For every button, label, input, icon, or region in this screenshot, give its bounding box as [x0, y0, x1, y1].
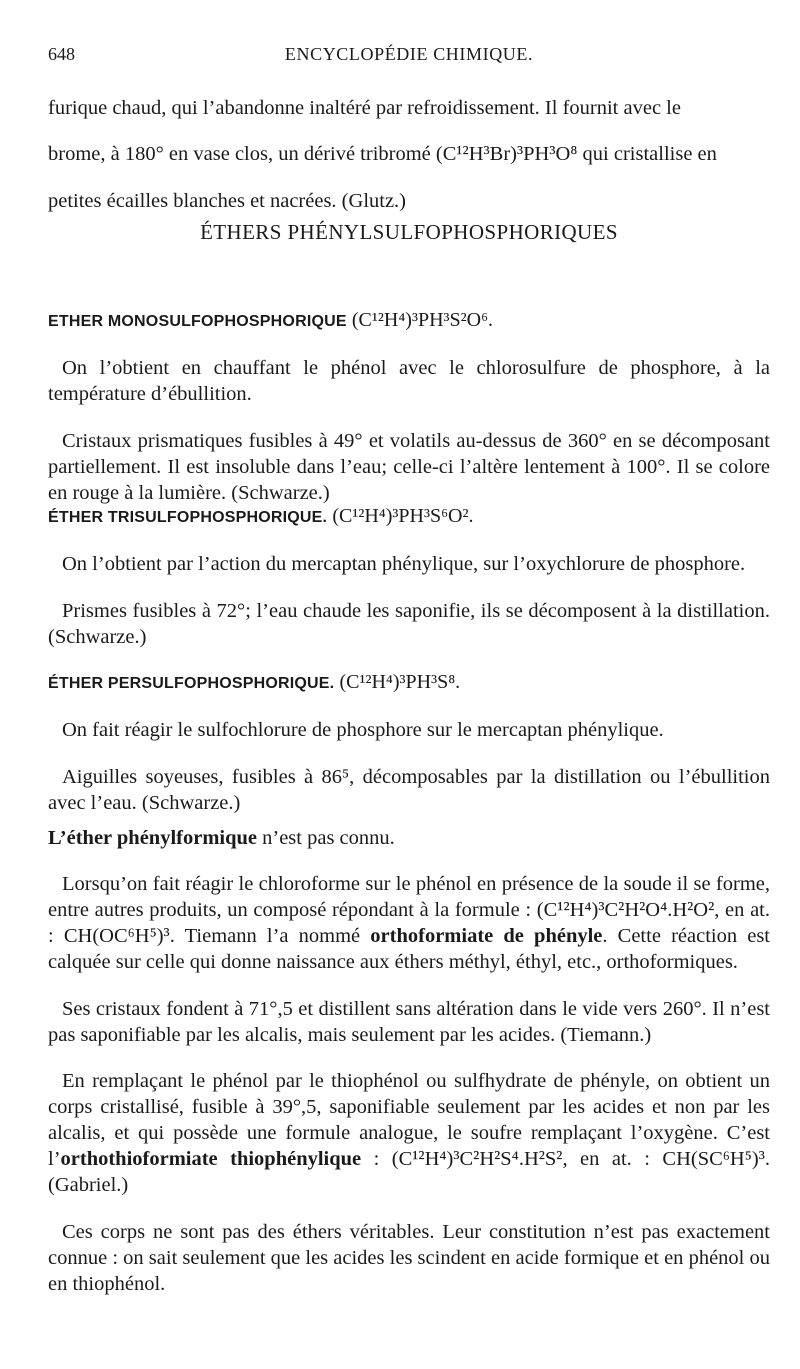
formique-paragraph-1 [48, 871, 770, 975]
ether-formique-lead-rest: n’est pas connu. [257, 826, 395, 849]
formique-paragraph-1-text-a: Lorsqu’on fait réagir le chloroforme sur le phénol en présence de la soude il se forme, entre autres produits, un composé répondant à la formule : (C¹²H⁴)³C²H²O⁴.H²O², en at. : CH(OC⁶H⁵)³. Tiemann l’a nommé [48, 873, 770, 947]
ether-mono-formula: (C¹²H⁴)³PH³S²O⁶. [351, 308, 494, 331]
ether-per-paragraph-2: Aiguilles soyeuses, fusibles à 86⁵, décomposables par la distillation ou l’ébullition avec l’eau. (Schwarze.) [48, 765, 770, 814]
ether-mono-heading: ETHER MONOSULFOPHOSPHORIQUE [48, 312, 347, 330]
page-number: 648 [48, 44, 75, 64]
intro-line-2: brome, à 180° en vase clos, un dérivé tribromé (C¹²H³Br)³PH³O⁸ qui cristallise en [48, 143, 717, 165]
ether-tri-paragraph-1: On l’obtient par l’action du mercaptan phénylique, sur l’oxychlorure de phosphore. [62, 553, 746, 575]
ether-mono-paragraph-2: Cristaux prismatiques fusibles à 49° et volatils au-dessus de 360° en se décomposant partiellement. Il est insoluble dans l’eau; celle-ci l’altère lentement à 100°. Il se colore en rouge à la lumière. (Schwarze.) [48, 429, 770, 504]
orthothioformiate-term: orthothioformiate thiophénylique [60, 1148, 362, 1170]
ether-tri-paragraph-2: Prismes fusibles à 72°; l’eau chaude les saponifie, ils se décomposent à la distillation. (Schwarze.) [48, 599, 770, 648]
formique-paragraph-4: Ces corps ne sont pas des éthers véritables. Leur constitution n’est pas exactement connue : on sait seulement que les acides les scindent en acide formique et en phénol ou en thiophénol. [48, 1220, 770, 1295]
ether-formique-section [48, 804, 770, 1317]
formique-paragraph-2: Ses cristaux fondent à 71°,5 et distillent sans altération dans le vide vers 260°. Il n’est pas saponifiable par les alcalis, mais seulement par les acides. (Tiemann.) [48, 997, 770, 1046]
section-title: ÉTHERS PHÉNYLSULFOPHOSPHORIQUES [200, 220, 618, 244]
formique-paragraph-3-text-b: : (C¹²H⁴)³C²H²S⁴.H²S², en at. : CH(SC⁶H⁵)³. (Gabriel.) [48, 1148, 770, 1196]
ether-tri-heading: ÉTHER TRISULFOPHOSPHORIQUE. [48, 508, 328, 526]
ether-per-paragraph-1: On fait réagir le sulfochlorure de phosphore sur le mercaptan phénylique. [62, 719, 664, 741]
ether-per-formula: (C¹²H⁴)³PH³S⁸. [339, 670, 461, 693]
page-header [48, 44, 770, 66]
formique-paragraph-3 [48, 1068, 770, 1198]
ether-tri-formula: (C¹²H⁴)³PH³S⁶O². [332, 504, 474, 527]
ether-formique-lead: L’éther phénylformique [48, 826, 257, 849]
ether-per-heading: ÉTHER PERSULFOPHOSPHORIQUE. [48, 674, 335, 692]
intro-line-3: petites écailles blanches et nacrées. (Glutz.) [48, 189, 407, 212]
intro-paragraph [48, 74, 770, 234]
formique-paragraph-1-text-b: . Cette réaction est calquée sur celle qui donne naissance aux éthers méthyl, éthyl, etc., orthoformiques. [48, 925, 771, 973]
ether-mono-paragraph-1: On l’obtient en chauffant le phénol avec le chlorosulfure de phosphore, à la température d’ébullition. [48, 357, 770, 405]
formique-paragraph-3-text-a: En remplaçant le phénol par le thiophénol ou sulfhydrate de phényle, on obtient un corps cristallisé, fusible à 39°,5, saponifiable seulement par les acides et non par les alcalis, et qui possède une formule analogue, le soufre remplaçant l’oxygène. C’est l’ [48, 1070, 770, 1170]
running-title: ENCYCLOPÉDIE CHIMIQUE. [284, 44, 534, 64]
orthoformiate-term: orthoformiate de phényle [370, 925, 603, 947]
intro-line-1: furique chaud, qui l’abandonne inaltéré par refroidissement. Il fournit avec le [48, 96, 681, 119]
ether-tri-section [48, 482, 770, 670]
